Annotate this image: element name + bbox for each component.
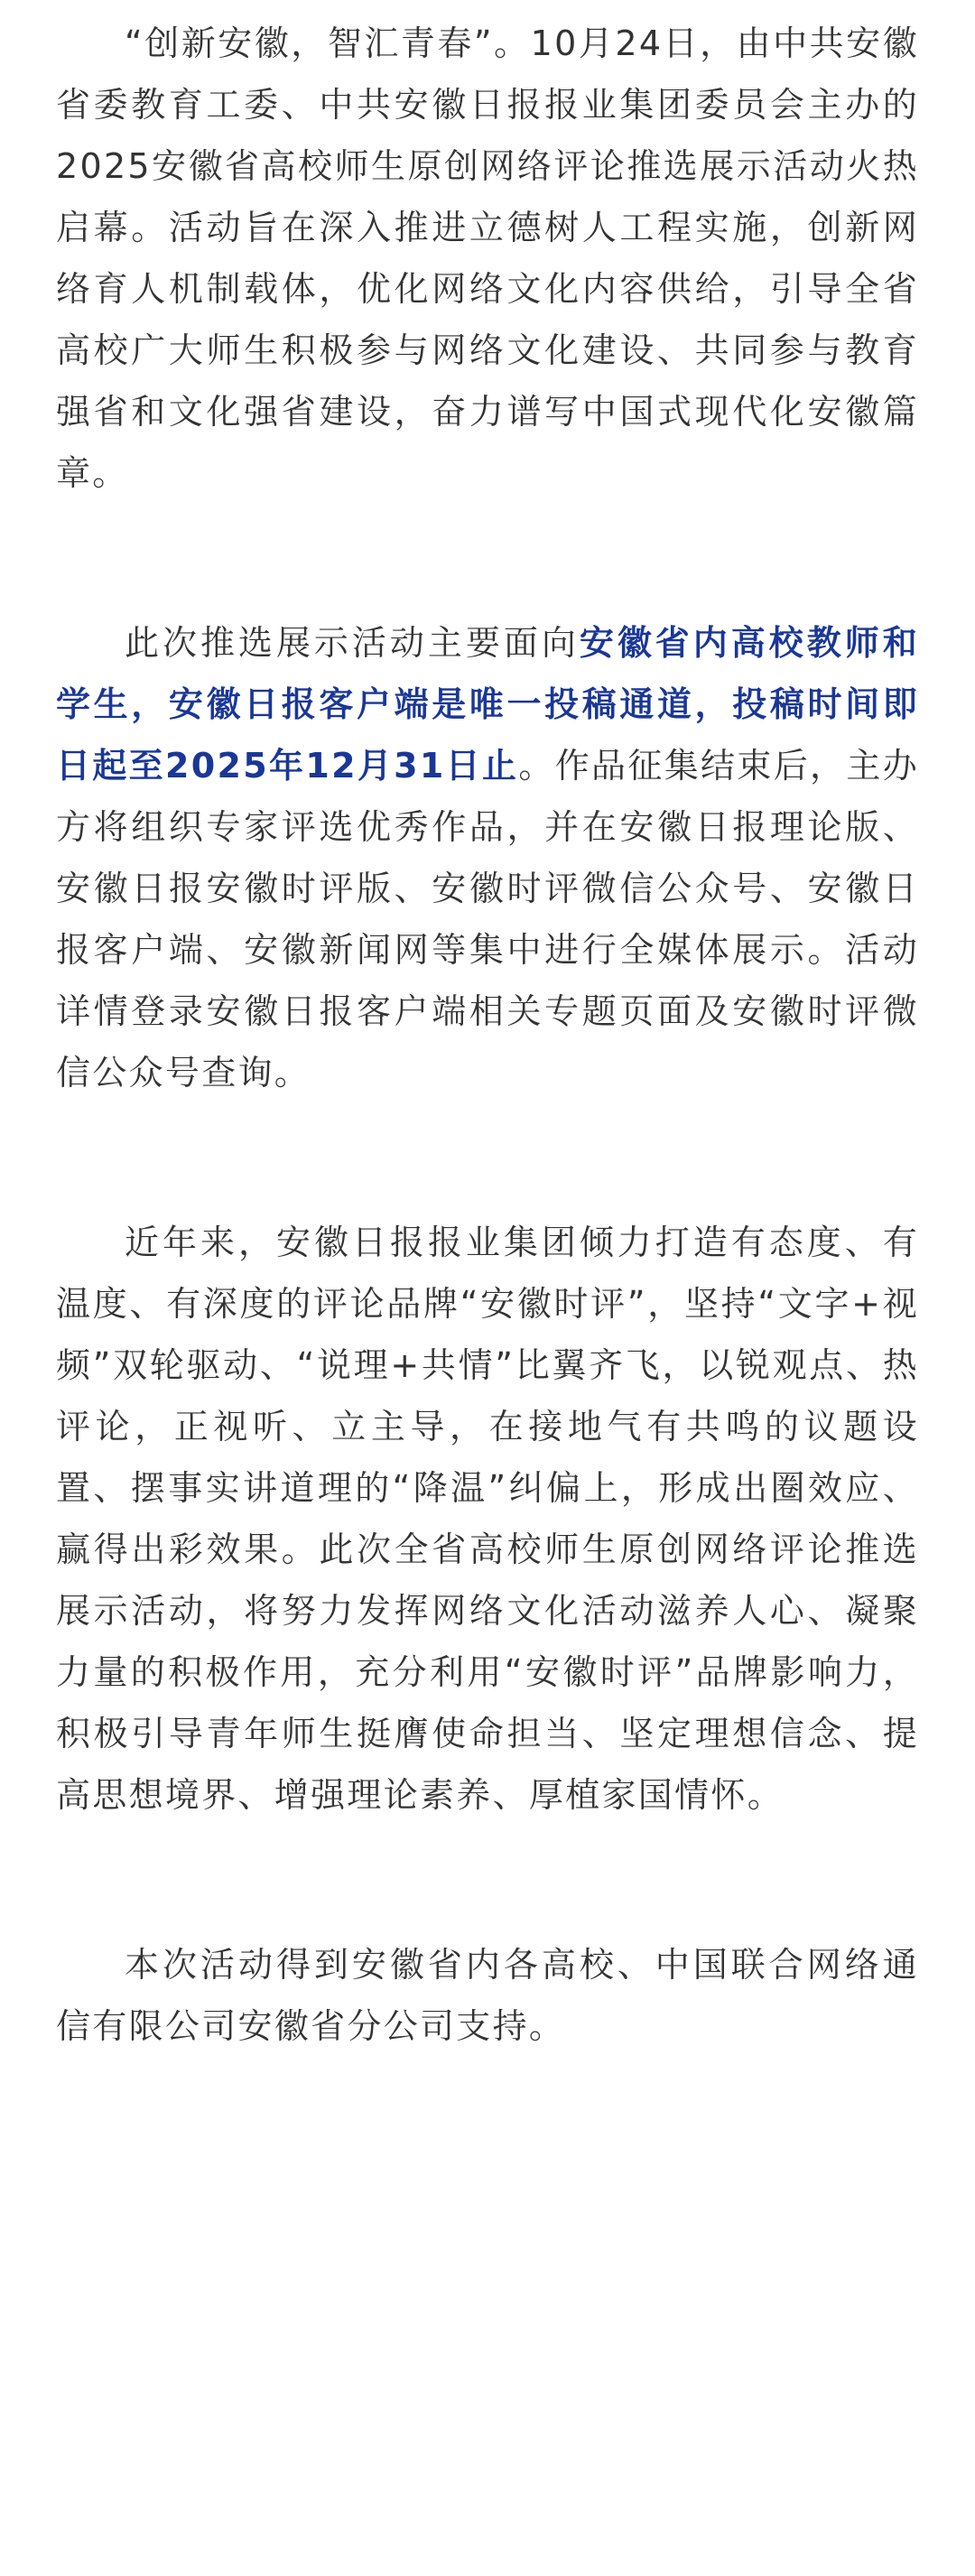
submission-details-text: 。作品征集结束后，主办方将组织专家评选优秀作品，并在安徽日报理论版、安徽日报安徽时评版、安徽时评微信公众号、安徽日报客户端、安徽新闻网等集中进行全媒体展示。活动详情登录安徽日报客户端相关专题页面及安徽时评微信公众号查询。: [56, 746, 919, 1093]
submission-highlight-text: 安徽省内高校教师和学生，安徽日报客户端是唯一投稿通道，投稿时间即日起至2025年12月31日止: [56, 623, 920, 786]
paragraph-brand-background: 近年来，安徽日报报业集团倾力打造有态度、有温度、有深度的评论品牌“安徽时评”，坚持“文字+视频”双轮驱动、“说理+共情”比翼齐飞，以锐观点、热评论，正视听、立主导，在接地气有共鸣的议题设置、摆事实讲道理的“降温”纠偏上，形成出圈效应、赢得出彩效果。此次全省高校师生原创网络评论推选展示活动，将努力发挥网络文化活动滋养人心、凝聚力量的积极作用，充分利用“安徽时评”品牌影响力，积极引导青年师生挺膺使命担当、坚定理想信念、提高思想境界、增强理论素养、厚植家国情怀。: [56, 1223, 919, 1815]
paragraph-activity-launch: “创新安徽，智汇青春”。10月24日，由中共安徽省委教育工委、中共安徽日报报业集团委员会主办的2025安徽省高校师生原创网络评论推选展示活动火热启幕。活动旨在深入推进立德树人工程实施，创新网络育人机制载体，优化网络文化内容供给，引导全省高校广大师生积极参与网络文化建设、共同参与教育强省和文化强省建设，奋力谱写中国式现代化安徽篇章。: [56, 23, 919, 493]
paragraph-submission-info: [56, 612, 919, 1103]
submission-intro-text: 此次推选展示活动主要面向: [125, 623, 580, 663]
paragraph-acknowledgement: 本次活动得到安徽省内各高校、中国联合网络通信有限公司安徽省分公司支持。: [56, 1945, 919, 2046]
